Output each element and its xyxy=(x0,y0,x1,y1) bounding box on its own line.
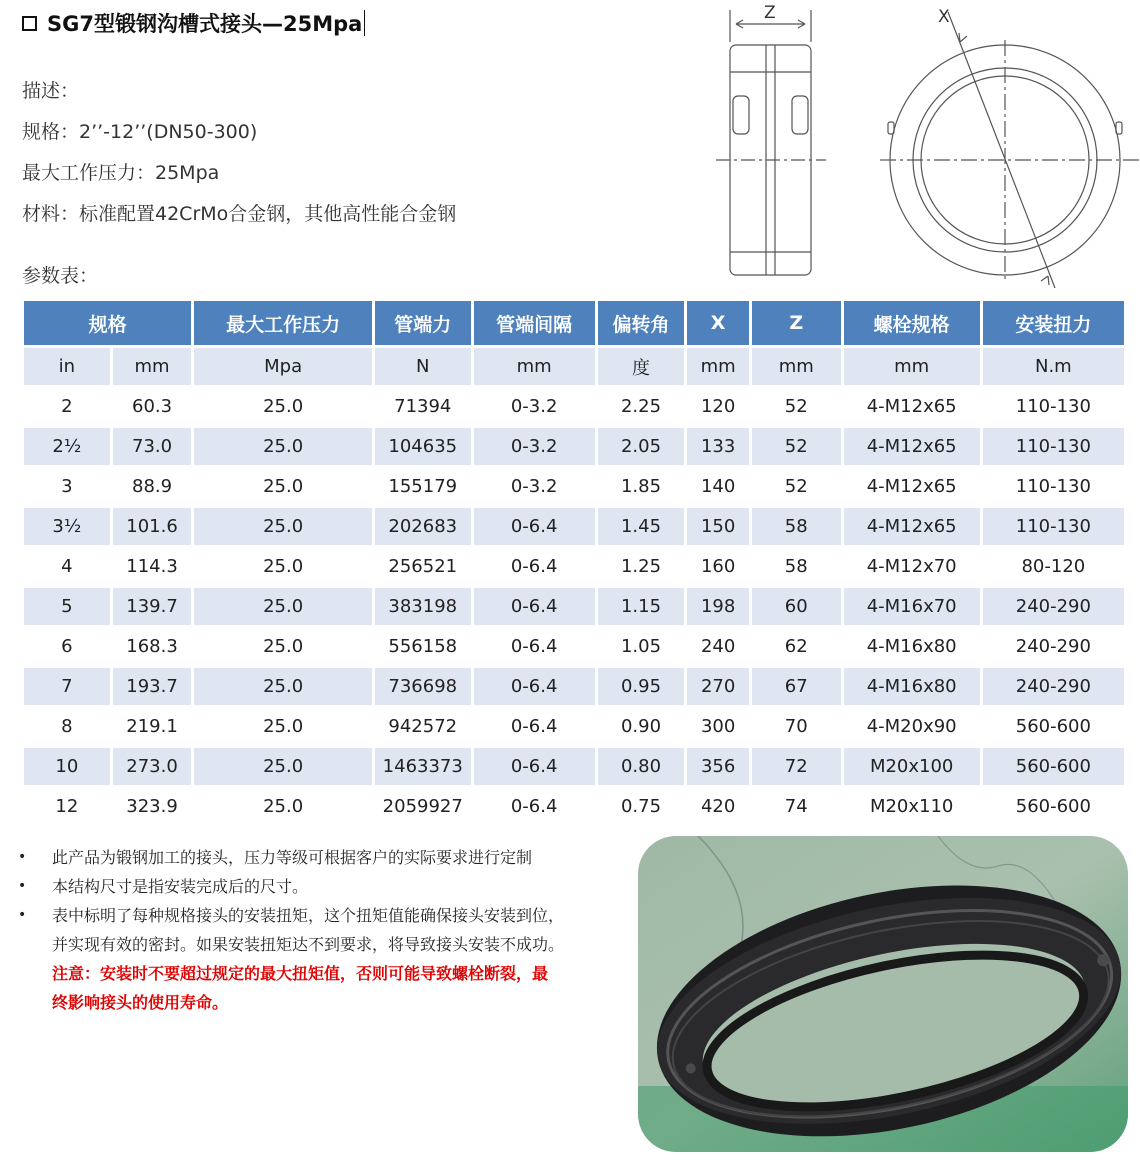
unit-cell: mm xyxy=(752,348,841,385)
table-cell: 25.0 xyxy=(194,748,371,785)
table-cell: M20x100 xyxy=(844,748,980,785)
table-cell: 193.7 xyxy=(113,668,192,705)
table-cell: 0.80 xyxy=(598,748,685,785)
table-cell: 8 xyxy=(24,708,110,745)
table-cell: 0-3.2 xyxy=(474,428,595,465)
bullet-icon: • xyxy=(18,849,27,865)
header-cell: 安装扭力 xyxy=(983,301,1124,345)
table-cell: 67 xyxy=(752,668,841,705)
table-label: 参数表： xyxy=(22,265,99,287)
table-cell: 736698 xyxy=(375,668,471,705)
table-cell: 4-M20x90 xyxy=(844,708,980,745)
table-cell: 110-130 xyxy=(983,468,1124,505)
table-cell: M20x110 xyxy=(844,788,980,825)
table-cell: 0-3.2 xyxy=(474,388,595,425)
z-dimension-label: Z xyxy=(764,3,776,23)
table-cell: 104635 xyxy=(375,428,471,465)
note-item xyxy=(18,901,628,930)
table-cell: 110-130 xyxy=(983,388,1124,425)
table-cell: 0-6.4 xyxy=(474,708,595,745)
table-cell: 133 xyxy=(687,428,749,465)
unit-cell: Mpa xyxy=(194,348,371,385)
table-cell: 202683 xyxy=(375,508,471,545)
table-cell: 4-M12x65 xyxy=(844,388,980,425)
table-cell: 356 xyxy=(687,748,749,785)
spec-table xyxy=(21,298,1127,828)
text-cursor xyxy=(364,10,365,36)
table-cell: 150 xyxy=(687,508,749,545)
table-cell: 1.15 xyxy=(598,588,685,625)
table-cell: 420 xyxy=(687,788,749,825)
table-cell: 25.0 xyxy=(194,468,371,505)
side-view-drawing xyxy=(716,0,846,285)
table-cell: 2½ xyxy=(24,428,110,465)
table-cell: 2.25 xyxy=(598,388,685,425)
table-cell: 52 xyxy=(752,428,841,465)
table-cell: 88.9 xyxy=(113,468,192,505)
table-cell: 2 xyxy=(24,388,110,425)
description-label: 描述： xyxy=(22,80,80,102)
header-cell: 管端间隔 xyxy=(474,301,595,345)
table-cell: 240 xyxy=(687,628,749,665)
table-cell: 60.3 xyxy=(113,388,192,425)
table-cell: 240-290 xyxy=(983,628,1124,665)
unit-cell: 度 xyxy=(598,348,685,385)
table-cell: 110-130 xyxy=(983,508,1124,545)
header-cell: X xyxy=(687,301,749,345)
table-row xyxy=(24,588,1124,625)
table-cell: 4-M16x80 xyxy=(844,668,980,705)
bullet-icon: • xyxy=(18,878,27,894)
unit-cell: mm xyxy=(474,348,595,385)
table-cell: 4 xyxy=(24,548,110,585)
table-cell: 560-600 xyxy=(983,788,1124,825)
table-cell: 1.05 xyxy=(598,628,685,665)
table-cell: 5 xyxy=(24,588,110,625)
table-cell: 560-600 xyxy=(983,748,1124,785)
table-cell: 1.25 xyxy=(598,548,685,585)
table-cell: 240-290 xyxy=(983,668,1124,705)
table-cell: 52 xyxy=(752,388,841,425)
front-view-drawing xyxy=(880,0,1140,290)
note-text: 表中标明了每种规格接头的安装扭矩，这个扭矩值能确保接头安装到位， xyxy=(52,906,565,925)
table-cell: 25.0 xyxy=(194,548,371,585)
table-cell: 0-6.4 xyxy=(474,788,595,825)
table-cell: 74 xyxy=(752,788,841,825)
table-cell: 556158 xyxy=(375,628,471,665)
unit-cell: mm xyxy=(844,348,980,385)
header-cell: 偏转角 xyxy=(598,301,685,345)
table-cell: 25.0 xyxy=(194,508,371,545)
table-cell: 120 xyxy=(687,388,749,425)
table-cell: 300 xyxy=(687,708,749,745)
table-cell: 0-6.4 xyxy=(474,588,595,625)
table-row xyxy=(24,748,1124,785)
table-cell: 1.85 xyxy=(598,468,685,505)
table-cell: 110-130 xyxy=(983,428,1124,465)
table-cell: 270 xyxy=(687,668,749,705)
table-cell: 2059927 xyxy=(375,788,471,825)
table-row xyxy=(24,388,1124,425)
table-cell: 3½ xyxy=(24,508,110,545)
header-cell: 最大工作压力 xyxy=(194,301,371,345)
page-title xyxy=(22,6,365,40)
note-text: 本结构尺寸是指安装完成后的尺寸。 xyxy=(52,877,309,896)
table-cell: 4-M12x65 xyxy=(844,508,980,545)
bullet-icon: • xyxy=(18,907,27,923)
units-row xyxy=(24,348,1124,385)
table-row xyxy=(24,548,1124,585)
table-cell: 12 xyxy=(24,788,110,825)
table-cell: 240-290 xyxy=(983,588,1124,625)
unit-cell: N xyxy=(375,348,471,385)
table-cell: 58 xyxy=(752,548,841,585)
table-cell: 273.0 xyxy=(113,748,192,785)
table-cell: 62 xyxy=(752,628,841,665)
note-item xyxy=(18,872,628,901)
header-cell: 螺栓规格 xyxy=(844,301,980,345)
table-cell: 25.0 xyxy=(194,388,371,425)
table-cell: 114.3 xyxy=(113,548,192,585)
table-cell: 101.6 xyxy=(113,508,192,545)
note-continuation xyxy=(18,930,628,959)
table-cell: 0-6.4 xyxy=(474,548,595,585)
table-cell: 25.0 xyxy=(194,428,371,465)
table-cell: 139.7 xyxy=(113,588,192,625)
table-cell: 155179 xyxy=(375,468,471,505)
table-cell: 70 xyxy=(752,708,841,745)
table-cell: 60 xyxy=(752,588,841,625)
table-cell: 560-600 xyxy=(983,708,1124,745)
table-cell: 25.0 xyxy=(194,788,371,825)
table-cell: 0-6.4 xyxy=(474,748,595,785)
table-cell: 168.3 xyxy=(113,628,192,665)
checkbox-square-icon xyxy=(22,16,37,31)
table-cell: 4-M16x80 xyxy=(844,628,980,665)
unit-cell: mm xyxy=(113,348,192,385)
product-photo xyxy=(638,836,1128,1152)
unit-cell: mm xyxy=(687,348,749,385)
table-row xyxy=(24,508,1124,545)
warning-text-line-1: 注意：安装时不要超过规定的最大扭矩值，否则可能导致螺栓断裂，最 xyxy=(52,964,549,983)
table-cell: 219.1 xyxy=(113,708,192,745)
table-cell: 4-M12x65 xyxy=(844,428,980,465)
spec-range-line: 规格：2’’-12’’(DN50-300) xyxy=(22,121,258,143)
table-cell: 1463373 xyxy=(375,748,471,785)
table-cell: 2.05 xyxy=(598,428,685,465)
table-cell: 198 xyxy=(687,588,749,625)
note-item xyxy=(18,843,628,872)
table-row xyxy=(24,668,1124,705)
table-cell: 10 xyxy=(24,748,110,785)
table-cell: 0.95 xyxy=(598,668,685,705)
table-cell: 0-6.4 xyxy=(474,668,595,705)
notes-list xyxy=(18,843,628,1017)
unit-cell: in xyxy=(24,348,110,385)
table-cell: 323.9 xyxy=(113,788,192,825)
x-dimension-label: X xyxy=(938,7,950,27)
table-cell: 58 xyxy=(752,508,841,545)
table-row xyxy=(24,788,1124,825)
table-cell: 25.0 xyxy=(194,588,371,625)
table-cell: 4-M12x70 xyxy=(844,548,980,585)
table-cell: 0-3.2 xyxy=(474,468,595,505)
table-cell: 0-6.4 xyxy=(474,508,595,545)
table-cell: 6 xyxy=(24,628,110,665)
header-cell: 规格 xyxy=(24,301,191,345)
table-cell: 25.0 xyxy=(194,668,371,705)
table-cell: 256521 xyxy=(375,548,471,585)
table-cell: 942572 xyxy=(375,708,471,745)
table-cell: 52 xyxy=(752,468,841,505)
table-cell: 4-M12x65 xyxy=(844,468,980,505)
table-cell: 140 xyxy=(687,468,749,505)
table-row xyxy=(24,708,1124,745)
note-text: 并实现有效的密封。如果安装扭矩达不到要求，将导致接头安装不成功。 xyxy=(52,935,565,954)
table-cell: 71394 xyxy=(375,388,471,425)
note-text: 此产品为锻钢加工的接头，压力等级可根据客户的实际要求进行定制 xyxy=(52,848,533,867)
table-cell: 72 xyxy=(752,748,841,785)
table-cell: 25.0 xyxy=(194,628,371,665)
table-row xyxy=(24,428,1124,465)
table-cell: 383198 xyxy=(375,588,471,625)
warning-text-line-2: 终影响接头的使用寿命。 xyxy=(52,993,229,1012)
table-row xyxy=(24,628,1124,665)
table-cell: 0-6.4 xyxy=(474,628,595,665)
table-cell: 0.75 xyxy=(598,788,685,825)
header-cell: 管端力 xyxy=(375,301,471,345)
table-cell: 25.0 xyxy=(194,708,371,745)
table-cell: 80-120 xyxy=(983,548,1124,585)
material-line: 材料：标准配置42CrMo合金钢，其他高性能合金钢 xyxy=(22,203,457,225)
table-cell: 1.45 xyxy=(598,508,685,545)
header-cell: Z xyxy=(752,301,841,345)
table-cell: 160 xyxy=(687,548,749,585)
table-cell: 73.0 xyxy=(113,428,192,465)
unit-cell: N.m xyxy=(983,348,1124,385)
max-pressure-line: 最大工作压力：25Mpa xyxy=(22,162,220,184)
table-cell: 7 xyxy=(24,668,110,705)
table-row xyxy=(24,468,1124,505)
table-cell: 4-M16x70 xyxy=(844,588,980,625)
table-header-row xyxy=(24,301,1124,345)
title-text: SG7型锻钢沟槽式接头—25Mpa xyxy=(47,12,363,36)
table-cell: 3 xyxy=(24,468,110,505)
table-cell: 0.90 xyxy=(598,708,685,745)
